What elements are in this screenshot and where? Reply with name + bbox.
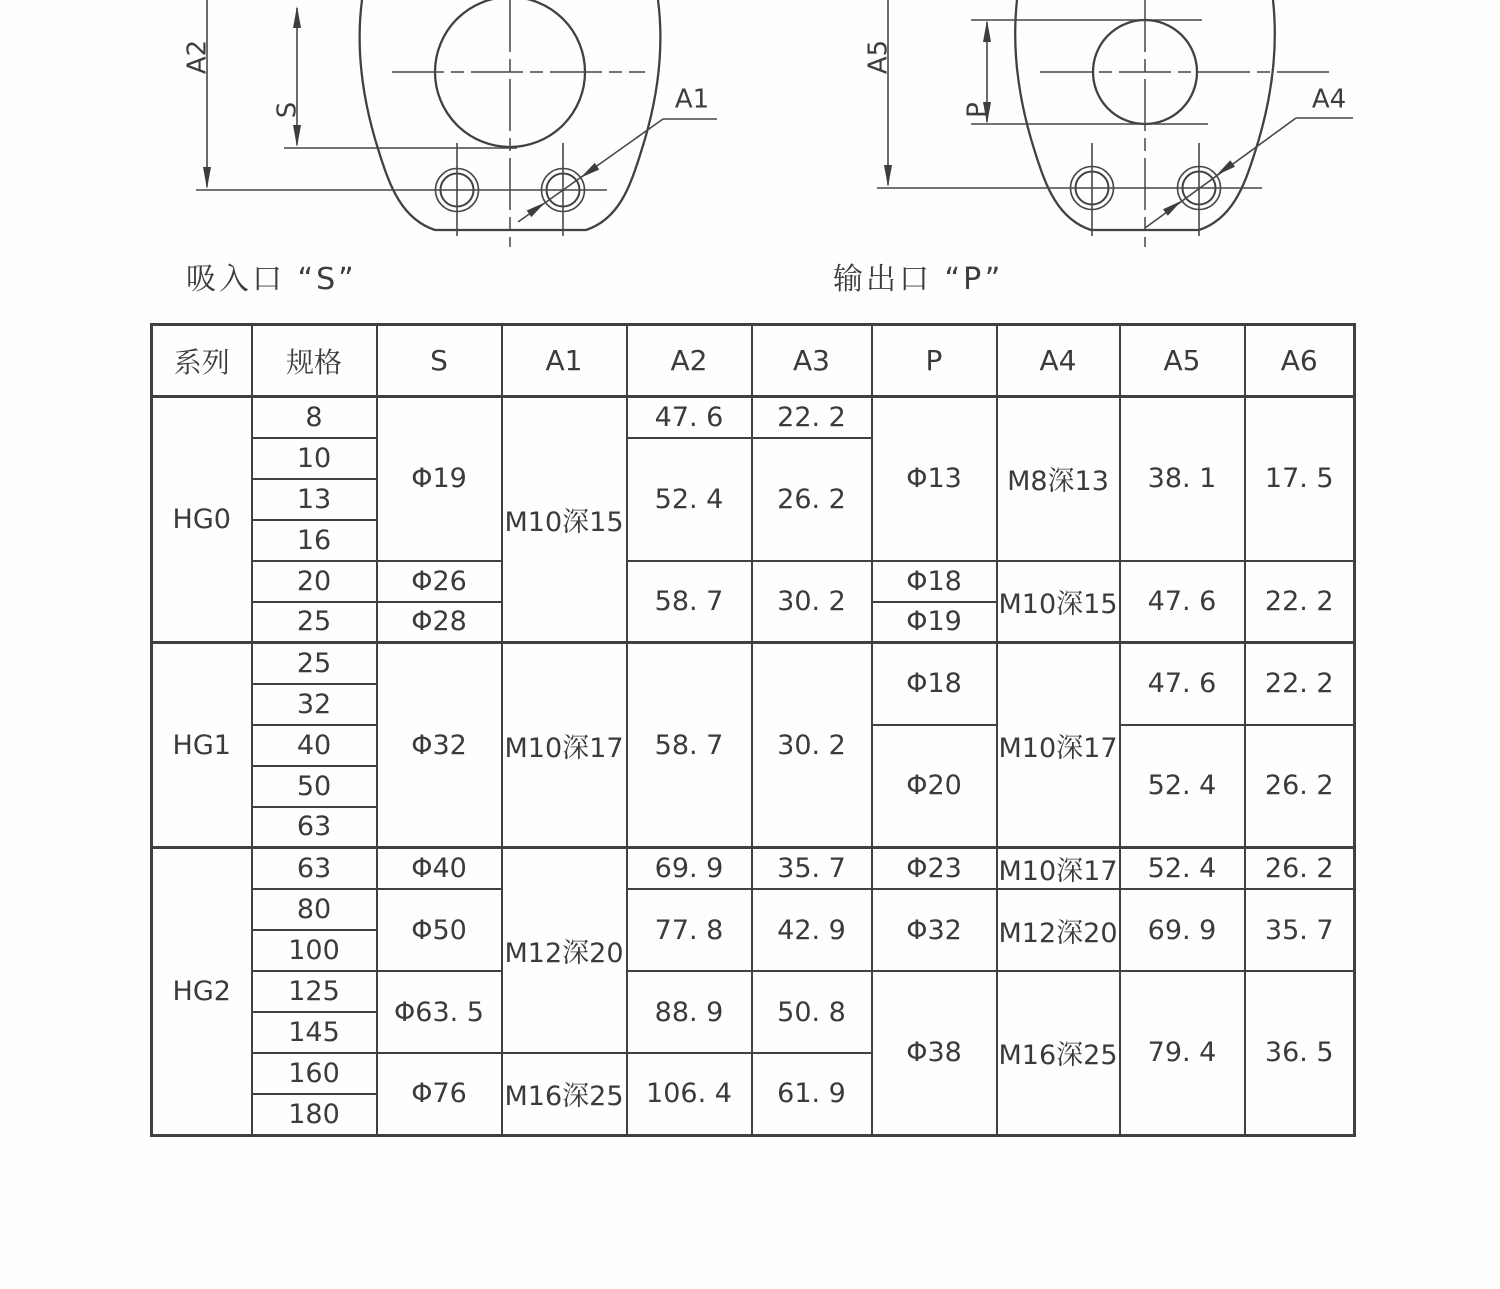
output-port-drawing [864,0,1354,247]
dim-label-a5: A5 [863,39,894,75]
column-header: A5 [1120,325,1245,397]
table-cell: 8 [252,397,377,438]
header-row [152,325,1355,397]
table-cell: Φ32 [872,889,997,971]
column-header: A6 [1245,325,1355,397]
table-cell: 47. 6 [627,397,752,438]
table-cell: 22. 2 [752,397,872,438]
table-cell: 26. 2 [752,438,872,561]
suction-port-caption: 吸入口 “S” [186,262,357,297]
table-cell: 47. 6 [1120,643,1245,725]
column-header: A4 [997,325,1120,397]
table-cell: 145 [252,1012,377,1053]
table-cell: Φ50 [377,889,502,971]
table-row [152,643,1355,684]
table-cell: Φ76 [377,1053,502,1135]
table-cell: M10深15 [997,561,1120,643]
table-row [152,971,1355,1012]
column-header: A1 [502,325,627,397]
table-cell: 52. 4 [1120,725,1245,848]
table-cell: 106. 4 [627,1053,752,1135]
column-header: A3 [752,325,872,397]
table-cell: M12深20 [997,889,1120,971]
table-row [152,889,1355,930]
table-cell: Φ23 [872,848,997,890]
dimensions-table [150,323,1356,1137]
table-cell: 77. 8 [627,889,752,971]
arrowhead [581,163,600,178]
table-cell: 20 [252,561,377,602]
table-cell: 63 [252,848,377,890]
table-cell: M10深17 [997,848,1120,890]
table-cell: 88. 9 [627,971,752,1053]
table-cell: 69. 9 [1120,889,1245,971]
table-cell: 22. 2 [1245,561,1355,643]
table-body [152,397,1355,1136]
table-cell: 61. 9 [752,1053,872,1135]
table-cell: 63 [252,807,377,848]
table-row [152,848,1355,890]
arrowhead [983,20,991,42]
table-cell: Φ18 [872,643,997,725]
table-cell: M10深17 [502,643,627,848]
table-cell: 35. 7 [752,848,872,890]
column-header: 规格 [252,325,377,397]
table-cell: HG0 [152,397,252,643]
table-cell: 36. 5 [1245,971,1355,1135]
leader-label-a4: A4 [1311,84,1347,115]
leader-label-a1: A1 [674,84,710,115]
output-port-caption: 输出口 “P” [833,262,1004,297]
suction-port-drawing [183,0,718,247]
table-cell: 30. 2 [752,561,872,643]
table-cell: 40 [252,725,377,766]
table-cell: 13 [252,479,377,520]
table-cell: 26. 2 [1245,848,1355,890]
arrowhead [203,167,211,189]
arrowhead [1216,160,1235,175]
table-cell: 25 [252,602,377,643]
table-cell: 125 [252,971,377,1012]
table-cell: 35. 7 [1245,889,1355,971]
column-header: P [872,325,997,397]
table-cell: 180 [252,1094,377,1135]
column-header: S [377,325,502,397]
arrowhead [884,165,892,187]
table-cell: 32 [252,684,377,725]
table-cell: 58. 7 [627,561,752,643]
table-cell: M10深17 [997,643,1120,848]
table-cell: 100 [252,930,377,971]
table-cell: M10深15 [502,397,627,643]
table-cell: Φ38 [872,971,997,1135]
table-cell: 30. 2 [752,643,872,848]
table-cell: 50 [252,766,377,807]
dim-label-p: P [962,102,993,118]
table-cell: 38. 1 [1120,397,1245,561]
table-cell: M8深13 [997,397,1120,561]
table-cell: Φ32 [377,643,502,848]
table-cell: Φ19 [872,602,997,643]
table-cell: M16深25 [502,1053,627,1135]
table-cell: 79. 4 [1120,971,1245,1135]
table-row [152,561,1355,602]
table-cell: 160 [252,1053,377,1094]
table-cell: Φ26 [377,561,502,602]
table-cell: Φ28 [377,602,502,643]
table-cell: HG1 [152,643,252,848]
table-cell: 42. 9 [752,889,872,971]
arrowhead [527,202,546,217]
table-cell: 47. 6 [1120,561,1245,643]
table-cell: 52. 4 [627,438,752,561]
table-cell: 10 [252,438,377,479]
table-cell: 25 [252,643,377,684]
table-cell: 16 [252,520,377,561]
table-cell: 52. 4 [1120,848,1245,890]
table-cell: 80 [252,889,377,930]
table-header [152,325,1355,397]
table-cell: 22. 2 [1245,643,1355,725]
table-cell: 17. 5 [1245,397,1355,561]
column-header: 系列 [152,325,252,397]
table-cell: 58. 7 [627,643,752,848]
table-cell: HG2 [152,848,252,1136]
table-cell: Φ40 [377,848,502,890]
arrowhead [293,6,301,28]
table-cell: Φ13 [872,397,997,561]
table-cell: Φ63. 5 [377,971,502,1053]
table-row [152,397,1355,438]
table-cell: 50. 8 [752,971,872,1053]
table-cell: 26. 2 [1245,725,1355,848]
column-header: A2 [627,325,752,397]
table-cell: M12深20 [502,848,627,1054]
dim-label-s: S [272,101,303,119]
table-cell: Φ18 [872,561,997,602]
arrowhead [293,125,301,147]
table-cell: M16深25 [997,971,1120,1135]
dim-label-a2: A2 [182,39,213,75]
table-cell: Φ20 [872,725,997,848]
table-cell: Φ19 [377,397,502,561]
table-cell: 69. 9 [627,848,752,890]
